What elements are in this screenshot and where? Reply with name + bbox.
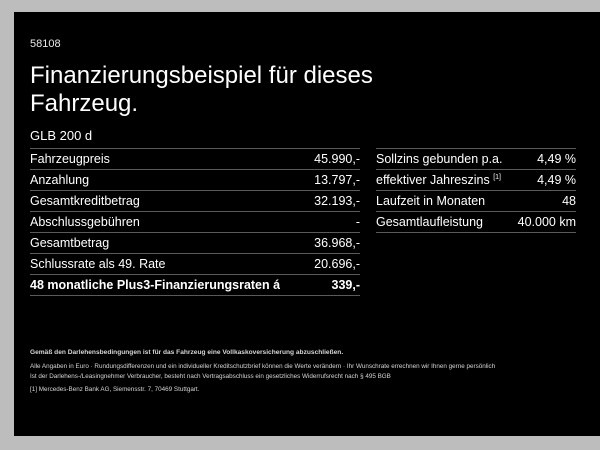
footnote-marker: [1] bbox=[30, 386, 38, 393]
row-value: 36.968,- bbox=[314, 236, 360, 250]
table-row bbox=[30, 212, 360, 233]
row-label-text: effektiver Jahreszins bbox=[376, 173, 490, 187]
row-label: Gesamtlaufleistung bbox=[376, 215, 484, 229]
table-row bbox=[30, 254, 360, 275]
row-value: 4,49 % bbox=[537, 152, 576, 166]
row-label: Laufzeit in Monaten bbox=[376, 194, 486, 208]
row-label bbox=[376, 173, 501, 187]
row-label: Gesamtbetrag bbox=[30, 236, 110, 250]
table-row bbox=[376, 191, 576, 212]
footnote bbox=[30, 386, 585, 393]
insurance-note: Gemäß den Darlehensbedingungen ist für das Fahrzeug eine Vollkaskoversicherung abzuschließen. bbox=[30, 349, 344, 356]
disclaimer-footer bbox=[30, 349, 585, 393]
table-row bbox=[376, 148, 576, 170]
table-row bbox=[30, 233, 360, 254]
row-value: 40.000 km bbox=[517, 215, 576, 229]
monthly-rate-row bbox=[30, 275, 360, 296]
row-value: 339,- bbox=[331, 278, 360, 292]
row-value: 13.797,- bbox=[314, 173, 360, 187]
model-name: GLB 200 d bbox=[30, 128, 93, 143]
row-label: Gesamtkreditbetrag bbox=[30, 194, 140, 208]
vehicle-id: 58108 bbox=[30, 38, 61, 50]
row-value: 48 bbox=[562, 194, 576, 208]
row-label: Abschlussgebühren bbox=[30, 215, 140, 229]
table-row bbox=[376, 212, 576, 233]
row-value: 4,49 % bbox=[537, 173, 576, 187]
row-label: Schlussrate als 49. Rate bbox=[30, 257, 166, 271]
disclaimer-line: Alle Angaben in Euro · Rundungsdifferenzen und ein individueller Kreditschutzbrief können die Werte verändern · Ihr Wunschrate errechnen wir Ihnen gerne persönlich bbox=[30, 363, 496, 370]
table-row bbox=[30, 148, 360, 170]
row-value: - bbox=[355, 215, 360, 229]
table-row bbox=[30, 191, 360, 212]
row-label: Anzahlung bbox=[30, 173, 90, 187]
footnote-marker: [1] bbox=[493, 174, 501, 181]
row-label: Sollzins gebunden p.a. bbox=[376, 152, 503, 166]
row-value: 32.193,- bbox=[314, 194, 360, 208]
row-label: 48 monatliche Plus3-Finanzierungsraten á bbox=[30, 278, 281, 292]
rates-table bbox=[376, 148, 576, 233]
row-value: 20.696,- bbox=[314, 257, 360, 271]
financing-panel bbox=[14, 12, 600, 436]
table-row bbox=[30, 170, 360, 191]
financing-table bbox=[30, 148, 360, 296]
row-value: 45.990,- bbox=[314, 152, 360, 166]
page-title: Finanzierungsbeispiel für dieses Fahrzeug. bbox=[30, 62, 373, 117]
footnote-text: Mercedes-Benz Bank AG, Siemensstr. 7, 70469 Stuttgart. bbox=[38, 386, 200, 393]
table-row bbox=[376, 170, 576, 191]
disclaimer-line: Ist der Darlehens-/Leasingnehmer Verbraucher, besteht nach Vertragsabschluss ein gesetzliches Widerrufsrecht nach § 495 BGB bbox=[30, 373, 391, 380]
row-label: Fahrzeugpreis bbox=[30, 152, 110, 166]
